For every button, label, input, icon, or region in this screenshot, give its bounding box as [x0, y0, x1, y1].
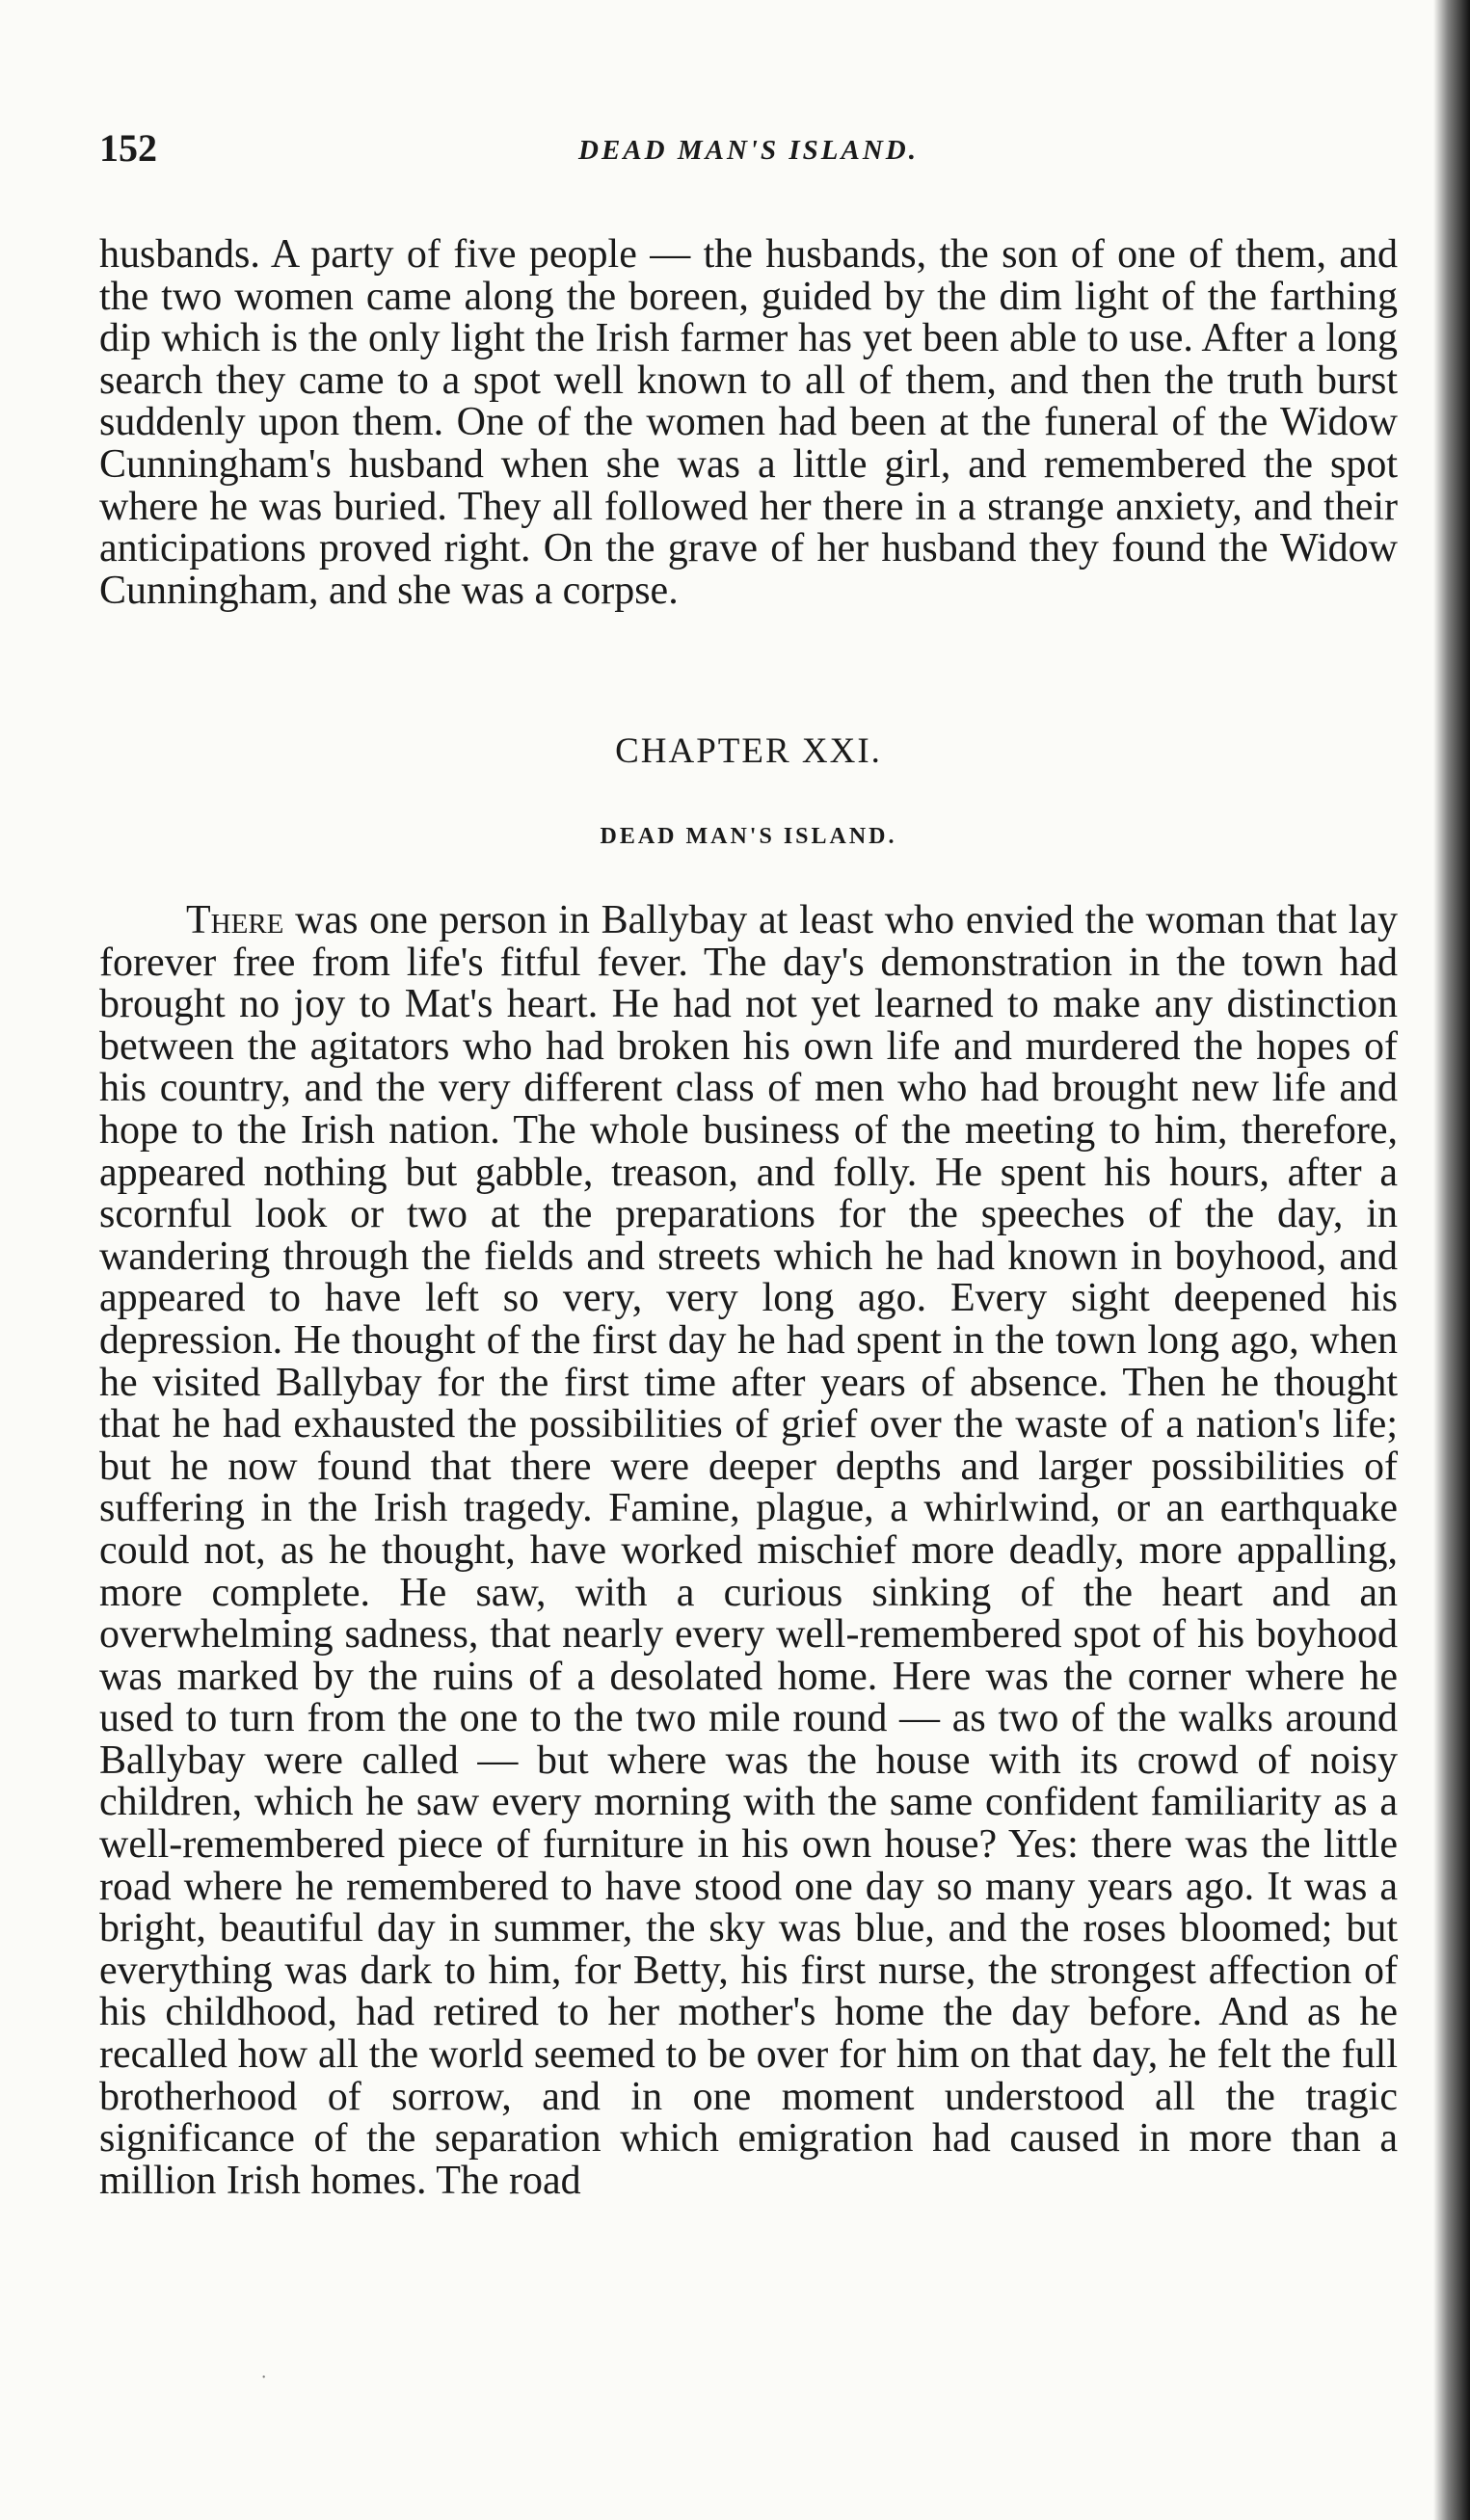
page-header [99, 125, 1398, 183]
chapter-subtitle: DEAD MAN'S ISLAND. [600, 824, 897, 849]
chapter-body-paragraph [99, 900, 1398, 2202]
page-number: 152 [99, 126, 157, 170]
chapter-heading: CHAPTER XXI. [615, 731, 882, 771]
print-speck: ˙ [260, 2371, 268, 2395]
chapter-body-text: was one person in Ballybay at least who envied the woman that lay forever free from life's fitful fever. The day's demonstration in the town had brought no joy to Mat's heart. He had not yet learned to make any distinction between the agitators who had broken his own life and murdered the hopes of his country, and the very different class of men who had brought new life and hope to the Irish nation. The whole business of the meeting to him, therefore, appeared nothing but gabble, treason, and folly. He spent his hours, after a scornful look or two at the preparations for the speeches of the day, in wandering through the fields and streets which he had known in boyhood, and appeared to have left so very, very long ago. Every sight deepened his depression. He thought of the first day he had spent in the town long ago, when he visited Ballybay for the first time after years of absence. Then he thought that he had exhausted the possibilities of grief over the waste of a nation's life; but he now found that there were deeper depths and larger possibilities of suffering in the Irish tragedy. Famine, plague, a whirlwind, or an earthquake could not, as he thought, have worked mischief more deadly, more appalling, more complete. He saw, with a curious sinking of the heart and an overwhelming sadness, that nearly every well-remembered spot of his boyhood was marked by the ruins of a desolated home. Here was the corner where he used to turn from the one to the two mile round — as two of the walks around Ballybay were called — but where was the house with its crowd of noisy children, which he saw every morning with the same confident familiarity as a well-remembered piece of furniture in his own house? Yes: there was the little road where he remembered to have stood one day so many years ago. It was a bright, beautiful day in summer, the sky was blue, and the roses bloomed; but everything was dark to him, for Betty, his first nurse, the strongest affection of his childhood, had retired to her mother's home the day before. And as he recalled how all the world seemed to be over for him on that day, he felt the full brotherhood of sorrow, and in one moment understood all the tragic significance of the separation which emigration had caused in more than a million Irish homes. The road [99, 898, 1399, 2203]
opening-paragraph-block [99, 234, 1398, 612]
running-title: DEAD MAN'S ISLAND. [578, 135, 919, 166]
chapter-body-block [99, 900, 1398, 2202]
chapter-first-word: There [186, 898, 284, 942]
opening-paragraph: husbands. A party of five people — the husbands, the son of one of them, and the two women came along the boreen, guided by the dim light of the farthing dip which is the only light the Irish farmer has yet been able to use. After a long search they came to a spot well known to all of them, and then the truth burst suddenly upon them. One of the women had been at the funeral of the Widow Cunningham's husband when she was a little girl, and remembered the spot where he was buried. They all followed her there in a strange anxiety, and their anticipations proved right. On the grave of her husband they found the Widow Cunningham, and she was a corpse. [99, 232, 1398, 613]
page-edge-shadow [1433, 0, 1470, 2520]
